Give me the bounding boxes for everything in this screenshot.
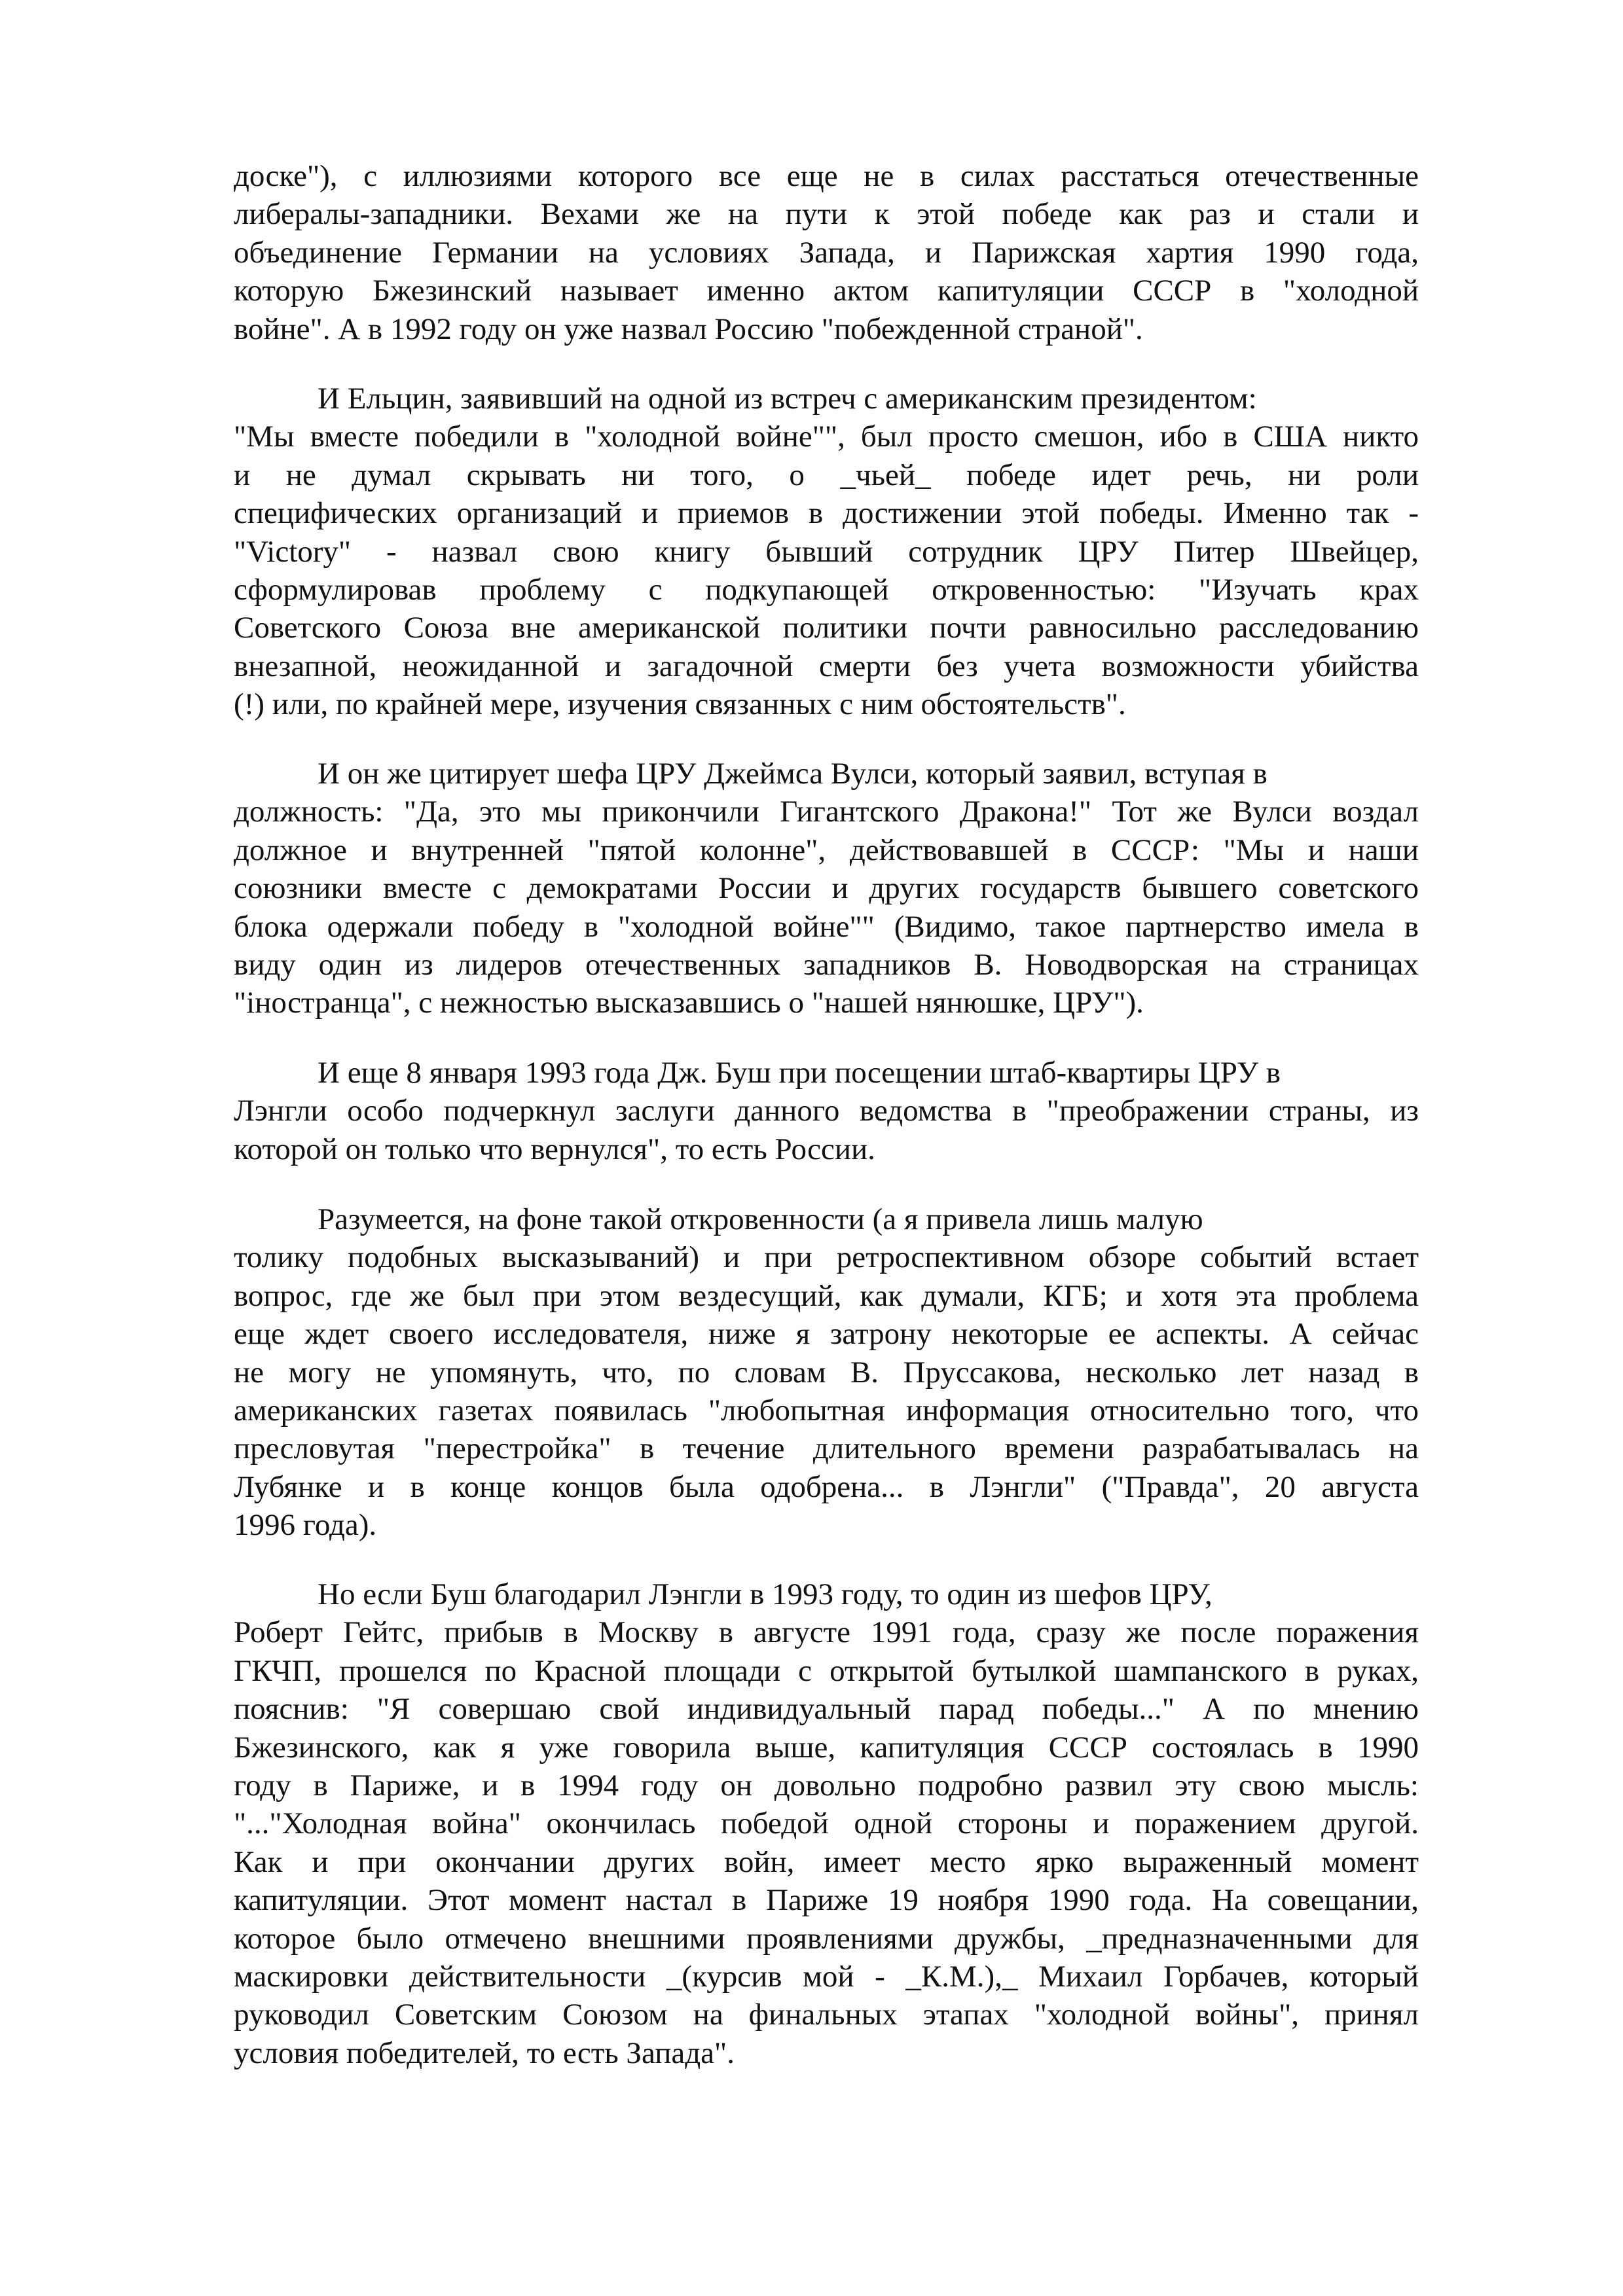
- text-line: специфических организаций и приемов в достижении этой победы. Именно так -: [234, 496, 1419, 531]
- text-line: И он же цитирует шефа ЦРУ Джеймса Вулси, который заявил, вступая в: [318, 757, 1267, 791]
- text-line: союзники вместе с демократами России и других государств бывшего советского: [234, 871, 1419, 906]
- text-line: "Victory" - назвал свою книгу бывший сотрудник ЦРУ Питер Швейцер,: [234, 534, 1419, 569]
- paragraph-5: [234, 1200, 1419, 1545]
- text-line: году в Париже, и в 1994 году он довольно подробно развил эту свою мысль:: [234, 1768, 1419, 1803]
- text-line: 1996 года).: [234, 1508, 377, 1543]
- text-line: американских газетах появилась "любопытная информация относительно того, что: [234, 1393, 1419, 1427]
- paragraph-6: [234, 1575, 1419, 2072]
- text-line: пояснив: "Я совершаю свой индивидуальный парад победы..." А по мнению: [234, 1692, 1419, 1727]
- text-line: внезапной, неожиданной и загадочной смерти без учета возможности убийства: [234, 649, 1419, 683]
- text-line: Советского Союза вне американской политики почти равносильно расследованию: [234, 611, 1419, 645]
- text-line: Но если Буш благодарил Лэнгли в 1993 году, то один из шефов ЦРУ,: [318, 1577, 1213, 1611]
- text-line: виду один из лидеров отечественных западников В. Новодворская на страницах: [234, 947, 1419, 982]
- text-line: капитуляции. Этот момент настал в Париже 19 ноября 1990 года. На совещании,: [234, 1883, 1419, 1918]
- text-line: (!) или, по крайней мере, изучения связанных с ним обстоятельств".: [234, 687, 1126, 722]
- text-line: Бжезинского, как я уже говорила выше, капитуляция СССР состоялась в 1990: [234, 1730, 1419, 1765]
- text-line: "iностранца", с нежностью высказавшись о "нашей нянюшке, ЦРУ").: [234, 986, 1144, 1020]
- paragraph-3: [234, 755, 1419, 1022]
- text-line: которое было отмечено внешними проявлениями дружбы, _предназначенными для: [234, 1921, 1419, 1956]
- text-line: Роберт Гейтс, прибыв в Москву в августе 1991 года, сразу же после поражения: [234, 1615, 1419, 1650]
- text-line: должное и внутренней "пятой колонне", действовавшей в СССР: "Мы и наши: [234, 833, 1419, 867]
- text-line: и не думал скрывать ни того, о _чьей_ победе идет речь, ни роли: [234, 457, 1419, 492]
- text-line: маскировки действительности _(курсив мой - _К.М.),_ Михаил Горбачев, который: [234, 1959, 1419, 1994]
- text-line: толику подобных высказываний) и при ретроспективном обзоре событий встает: [234, 1240, 1419, 1275]
- paragraph-1: [234, 157, 1419, 348]
- text-line: условия победителей, то есть Запада".: [234, 2036, 735, 2070]
- text-line: руководил Советским Союзом на финальных этапах "холодной войны", принял: [234, 1998, 1419, 2032]
- paragraph-4: [234, 1054, 1419, 1168]
- text-line: Как и при окончании других войн, имеет место ярко выраженный момент: [234, 1844, 1419, 1879]
- text-line: которой он только что вернулся", то есть России.: [234, 1132, 875, 1166]
- text-line: "..."Холодная война" окончилась победой одной стороны и поражением другой.: [234, 1806, 1419, 1841]
- text-line: сформулировав проблему с подкупающей откровенностью: "Изучать крах: [234, 572, 1419, 607]
- text-line: блока одержали победу в "холодной войне"" (Видимо, такое партнерство имела в: [234, 909, 1419, 944]
- text-line: Лэнгли особо подчеркнул заслуги данного ведомства в "преображении страны, из: [234, 1094, 1419, 1128]
- text-line: И еще 8 января 1993 года Дж. Буш при посещении штаб-квартиры ЦРУ в: [318, 1056, 1281, 1090]
- text-line: которую Бжезинский называет именно актом капитуляции СССР в "холодной: [234, 274, 1419, 308]
- text-line: войне". А в 1992 году он уже назвал Россию "побежденной страной".: [234, 312, 1143, 346]
- text-line: Лубянке и в конце концов была одобрена... в Лэнгли" ("Правда", 20 августа: [234, 1469, 1419, 1504]
- text-line: ГКЧП, прошелся по Красной площади с открытой бутылкой шампанского в руках,: [234, 1653, 1419, 1688]
- text-line: пресловутая "перестройка" в течение длительного времени разрабатывалась на: [234, 1431, 1419, 1466]
- text-line: доске"), с иллюзиями которого все еще не в силах расстаться отечественные: [234, 159, 1419, 193]
- text-line: И Ельцин, заявивший на одной из встреч с американским президентом:: [318, 382, 1257, 416]
- paragraph-2: [234, 380, 1419, 724]
- text-line: не могу не упомянуть, что, по словам В. Пруссакова, несколько лет назад в: [234, 1355, 1419, 1390]
- text-line: вопрос, где же был при этом вездесущий, как думали, КГБ; и хотя эта проблема: [234, 1278, 1419, 1313]
- text-line: либералы-западники. Вехами же на пути к этой победе как раз и стали и: [234, 197, 1419, 232]
- text-line: должность: "Да, это мы прикончили Гигантского Дракона!" Тот же Вулси воздал: [234, 795, 1419, 829]
- text-line: "Мы вместе победили в "холодной войне"", был просто смешон, ибо в США никто: [234, 420, 1419, 454]
- text-line: еще ждет своего исследователя, ниже я затрону некоторые ее аспекты. А сейчас: [234, 1317, 1419, 1352]
- text-line: Разумеется, на фоне такой откровенности (а я привела лишь малую: [318, 1202, 1203, 1236]
- text-line: объединение Германии на условиях Запада, и Парижская хартия 1990 года,: [234, 235, 1419, 270]
